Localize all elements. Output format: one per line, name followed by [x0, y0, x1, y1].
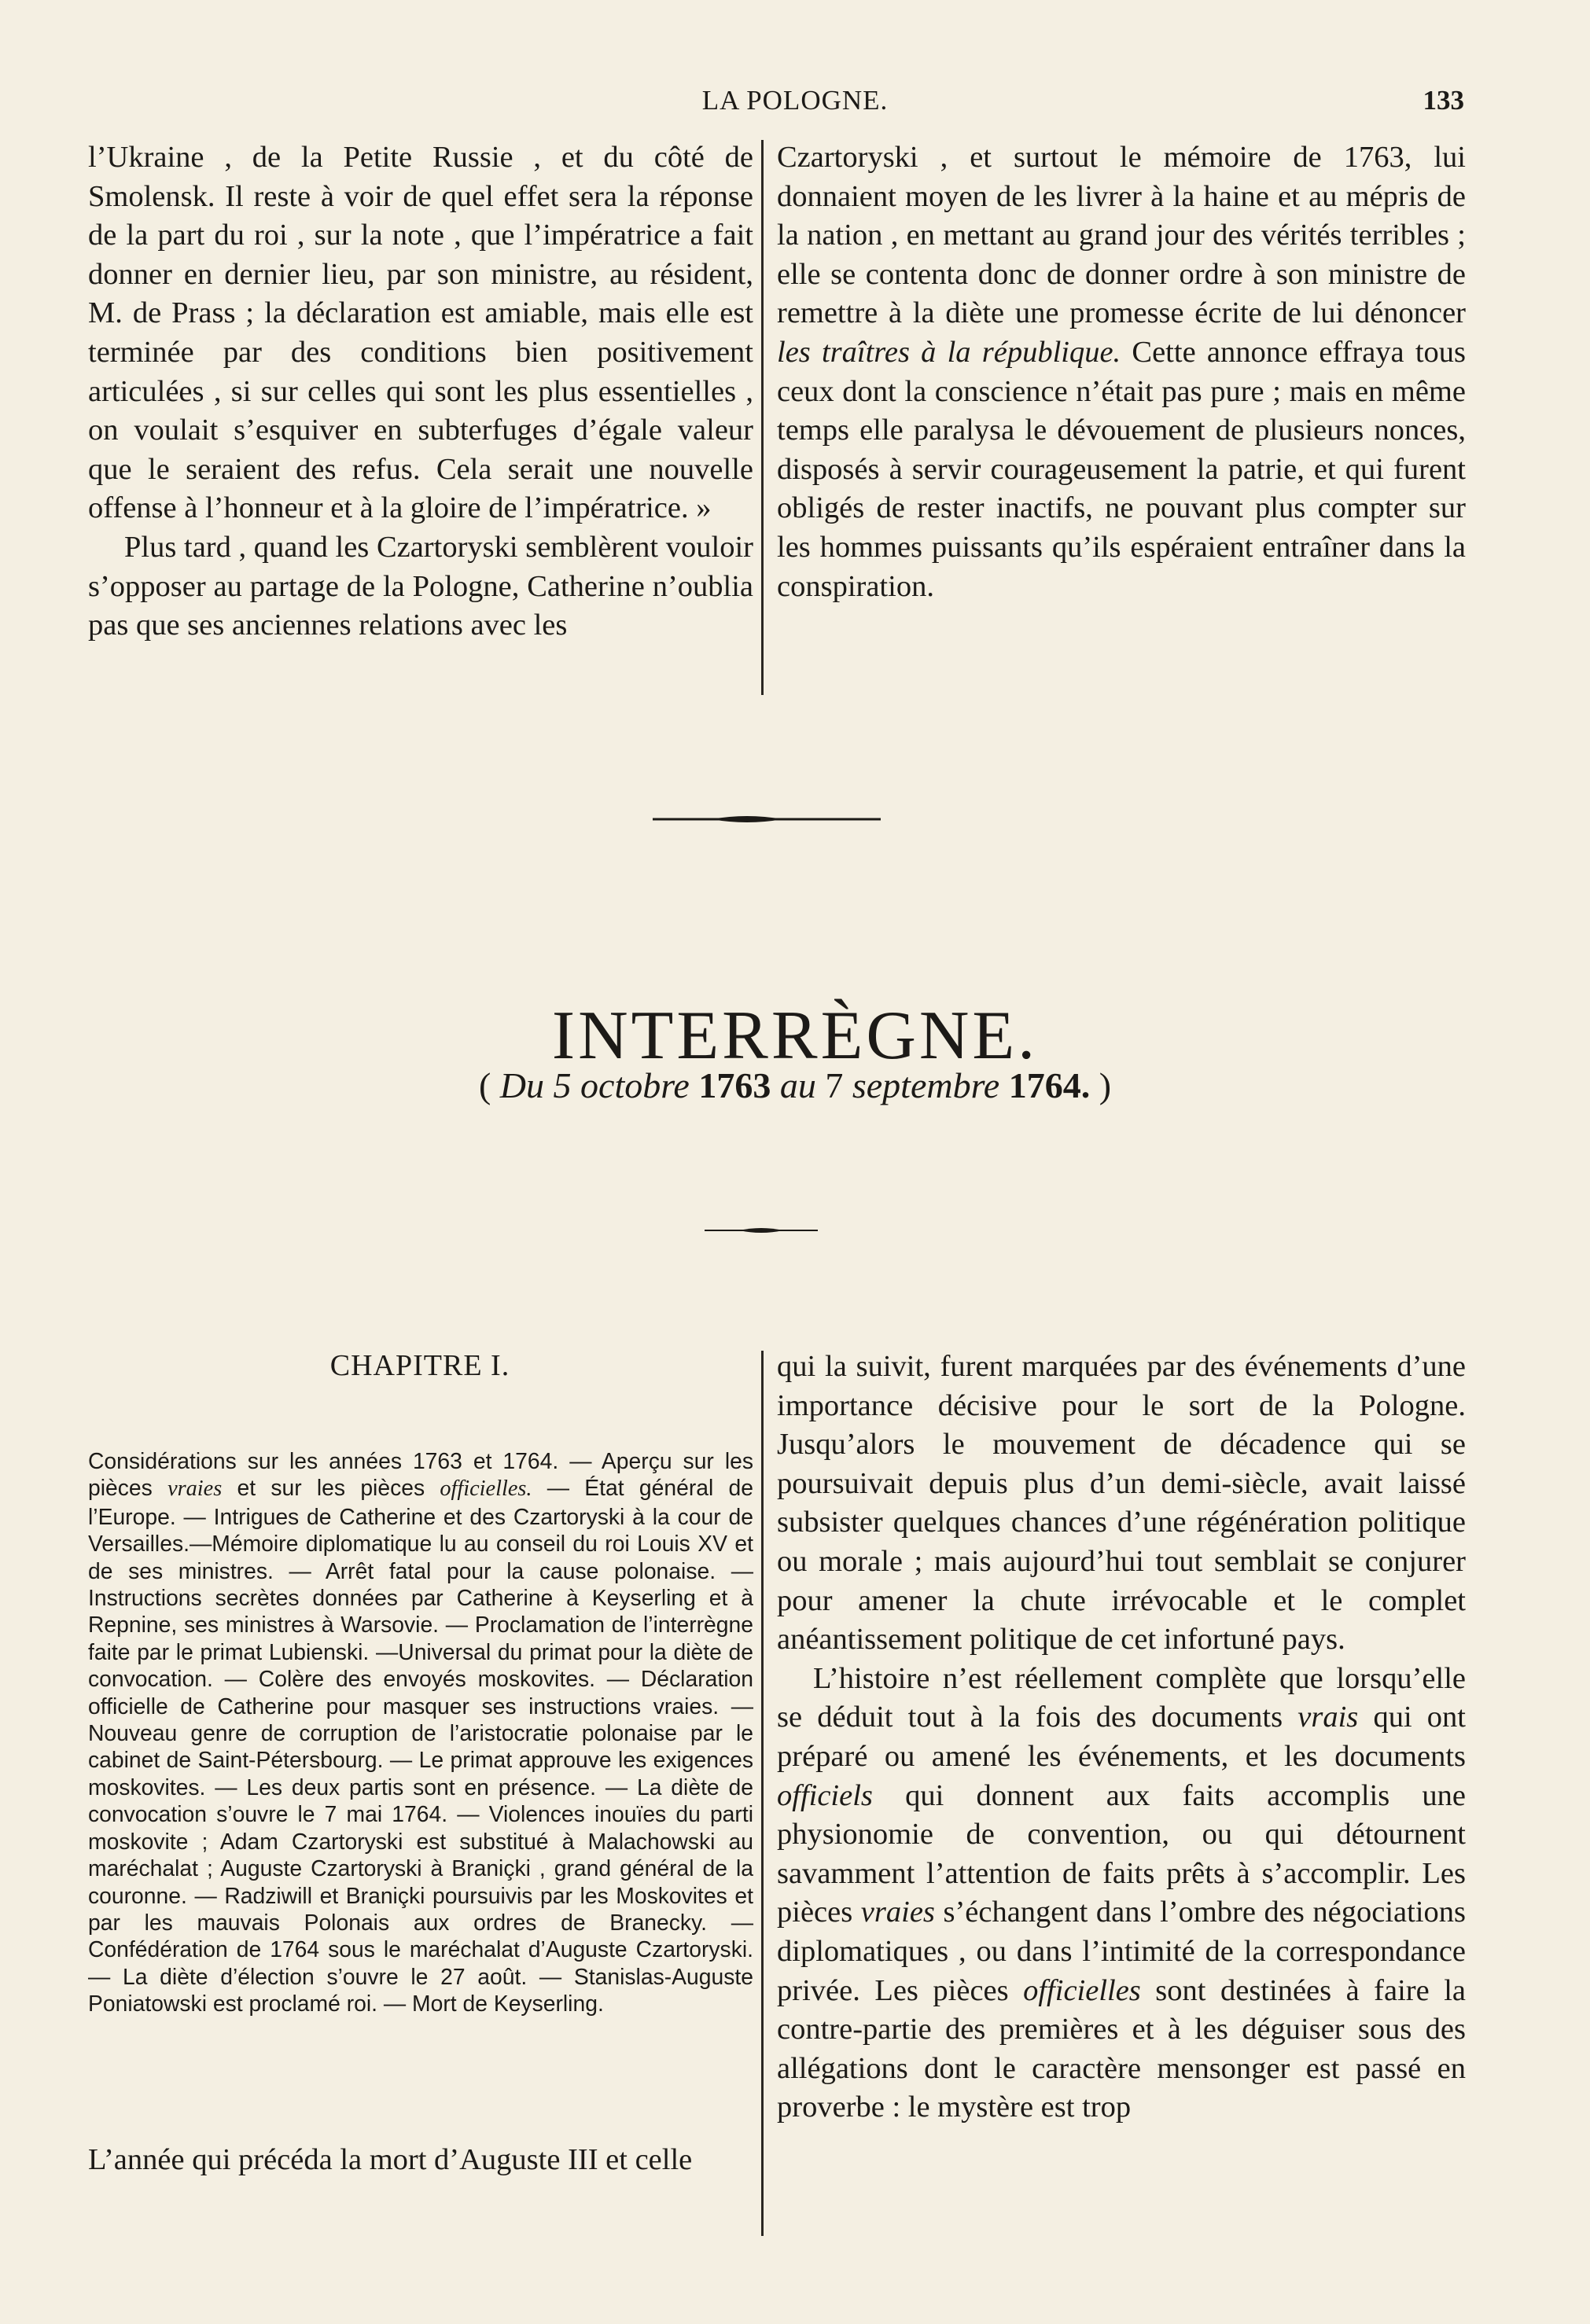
ornament-divider [0, 810, 1590, 829]
emphasis: officielles. [440, 1476, 532, 1502]
text-run: — État général de l’Europe. — Intrigues de Catherine et des Czartoryski à la cour de Versailles.—Mémoire diplomatique lu au conseil du roi Louis XV et de ses ministres. — Arrêt fatal pour la cause polonaise. — Instructions secrètes données par Catherine à Keyserling et à Repnine, ses ministres à Warsovie. — Proclamation de l’interrègne faite par le primat Lubienski. —Universal du primat pour la diète de convocation. — Colère des envoyés moskovites. — Déclaration officielle de Catherine pour masquer ses instructions vraies. — Nouveau genre de corruption de l’aristocratie polonaise par le cabinet de Saint-Pétersbourg. — Le primat approuve les exigences moskovites. — Les deux partis sont en présence. — La diète de convocation s’ouvre le 7 mai 1764. — Violences inouïes du parti moskovite ; Adam Czartoryski est substitué à Malachowski au maréchalat ; Auguste Czartoryski à Braniçki , grand général de la couronne. — Radziwill et Braniçki poursuivis par les Moskovites et par les mauvais Polonais aux ordres de Branecky. — Confédération de 1764 sous le maréchalat d’Auguste Czartoryski. — La diète d’élection s’ouvre le 27 août. — Stanislas-Auguste Poniatowski est proclamé roi. — Mort de Keyserling. [88, 1475, 754, 2017]
bottom-left-column [88, 2141, 753, 2180]
date-month1: octobre [580, 1065, 690, 1105]
text-run: Cette annonce effraya tous ceux dont la conscience n’était pas pure ; mais en même temps elle paralysa le dévouement de plusieurs nonces, disposés à servir courageusement la patrie, et qui furent obligés de rester inactifs, ne pouvant plus compter sur les hommes puissants qu’ils espéraient entraîner dans la conspiration. [777, 335, 1467, 603]
text-run: et sur les pièces [237, 1475, 425, 1501]
emphasis: officiels [777, 1778, 873, 1812]
emphasis: les traîtres à la république. [777, 335, 1121, 369]
date-range [0, 1065, 1590, 1106]
text-run: sont destinées à faire la contre-partie des premières et à les déguiser sous des allégations dont le caractère mensonger est passé en proverbe : le mystère est trop [777, 1973, 1466, 2124]
date-month2: septembre [852, 1065, 1000, 1105]
column-divider [761, 140, 764, 695]
date-au: au [779, 1065, 816, 1105]
emphasis: vraies [860, 1896, 935, 1929]
emphasis: vraies [167, 1476, 223, 1502]
date-year2: 1764. [1008, 1065, 1091, 1105]
column-divider [761, 1351, 764, 2236]
text-run: qui donnent aux faits accomplis une physionomie de convention, ou qui détournent savamment l’attention de faits prêts à s’accomplir. Les pièces [777, 1778, 1466, 1929]
paren-close: ) [1099, 1065, 1112, 1105]
emphasis: vrais [1297, 1701, 1359, 1734]
text-run: Czartoryski , et surtout le mémoire de 1763, lui donnaient moyen de les livrer à la haine et au mépris de la nation , en mettant au grand jour des vérités terribles ; elle se contenta donc de donner ordre à son ministre de remettre à la diète une promesse écrite de lui dénoncer [777, 141, 1466, 330]
text-run: s’échangent dans l’ombre des négociations diplomatiques , ou dans l’intimité de la correspondance privée. Les pièces [777, 1896, 1467, 2007]
paragraph: l’Ukraine , de la Petite Russie , et du côté de Smolensk. Il reste à voir de quel effet sera la réponse de la part du roi , sur la note , que l’impératrice a fait donner en dernier lieu, par son ministre, au résident, M. de Prass ; la déclaration est amiable, mais elle est terminée par des conditions bien positivement articulées , si sur celles qui sont les plus essentielles , on voulait s’esquiver en subterfuges d’égale valeur que le seraient des refus. Cela serait une nouvelle offense à l’honneur et à la gloire de l’impératrice. » [88, 141, 753, 525]
date-day1: 5 [553, 1065, 572, 1105]
text-run: qui ont préparé ou amené les événements, et les documents [777, 1701, 1466, 1773]
date-year1: 1763 [698, 1065, 771, 1105]
date-day2: 7 [825, 1065, 844, 1105]
top-left-column [88, 138, 753, 645]
running-head [0, 85, 1590, 124]
text-run: L’histoire n’est réellement complète que lorsqu’elle se déduit tout à la fois des documents [777, 1661, 1466, 1734]
section-title: INTERRÈGNE. [551, 997, 1039, 1074]
paren-open: ( [478, 1065, 491, 1105]
paragraph: qui la suivit, furent marquées par des événements d’une importance décisive pour le sort de la Pologne. Jusqu’alors le mouvement de décadence qui se poursuivait depuis plus d’un demi-siècle, avait laissé subsister quelques chances d’une régénération politique ou morale ; mais aujourd’hui tout semblait se conjurer pour amener la chute irrévocable et le complet anéantissement politique de cet infortuné pays. [777, 1350, 1466, 1657]
date-du: Du [499, 1065, 545, 1105]
paragraph: L’année qui précéda la mort d’Auguste III et celle [88, 2143, 693, 2176]
emphasis: officielles [1023, 1973, 1141, 2007]
paragraph [777, 138, 1466, 606]
chapter-heading: CHAPITRE I. [329, 1349, 510, 1382]
text-run: Considérations sur les années 1763 et 1764. — Aperçu sur les pièces [88, 1448, 753, 1501]
paragraph [777, 1660, 1466, 2127]
top-right-column [777, 138, 1466, 606]
bottom-right-column [777, 1348, 1466, 2127]
chapter-summary [88, 1447, 753, 2017]
running-title: LA POLOGNE. [701, 85, 889, 116]
page-number: 133 [1423, 85, 1464, 116]
paragraph: Plus tard , quand les Czartoryski semblèrent vouloir s’opposer au partage de la Pologne, Catherine n’oublia pas que ses anciennes relations avec les [88, 530, 753, 642]
ornament-divider-small [0, 1221, 1590, 1240]
